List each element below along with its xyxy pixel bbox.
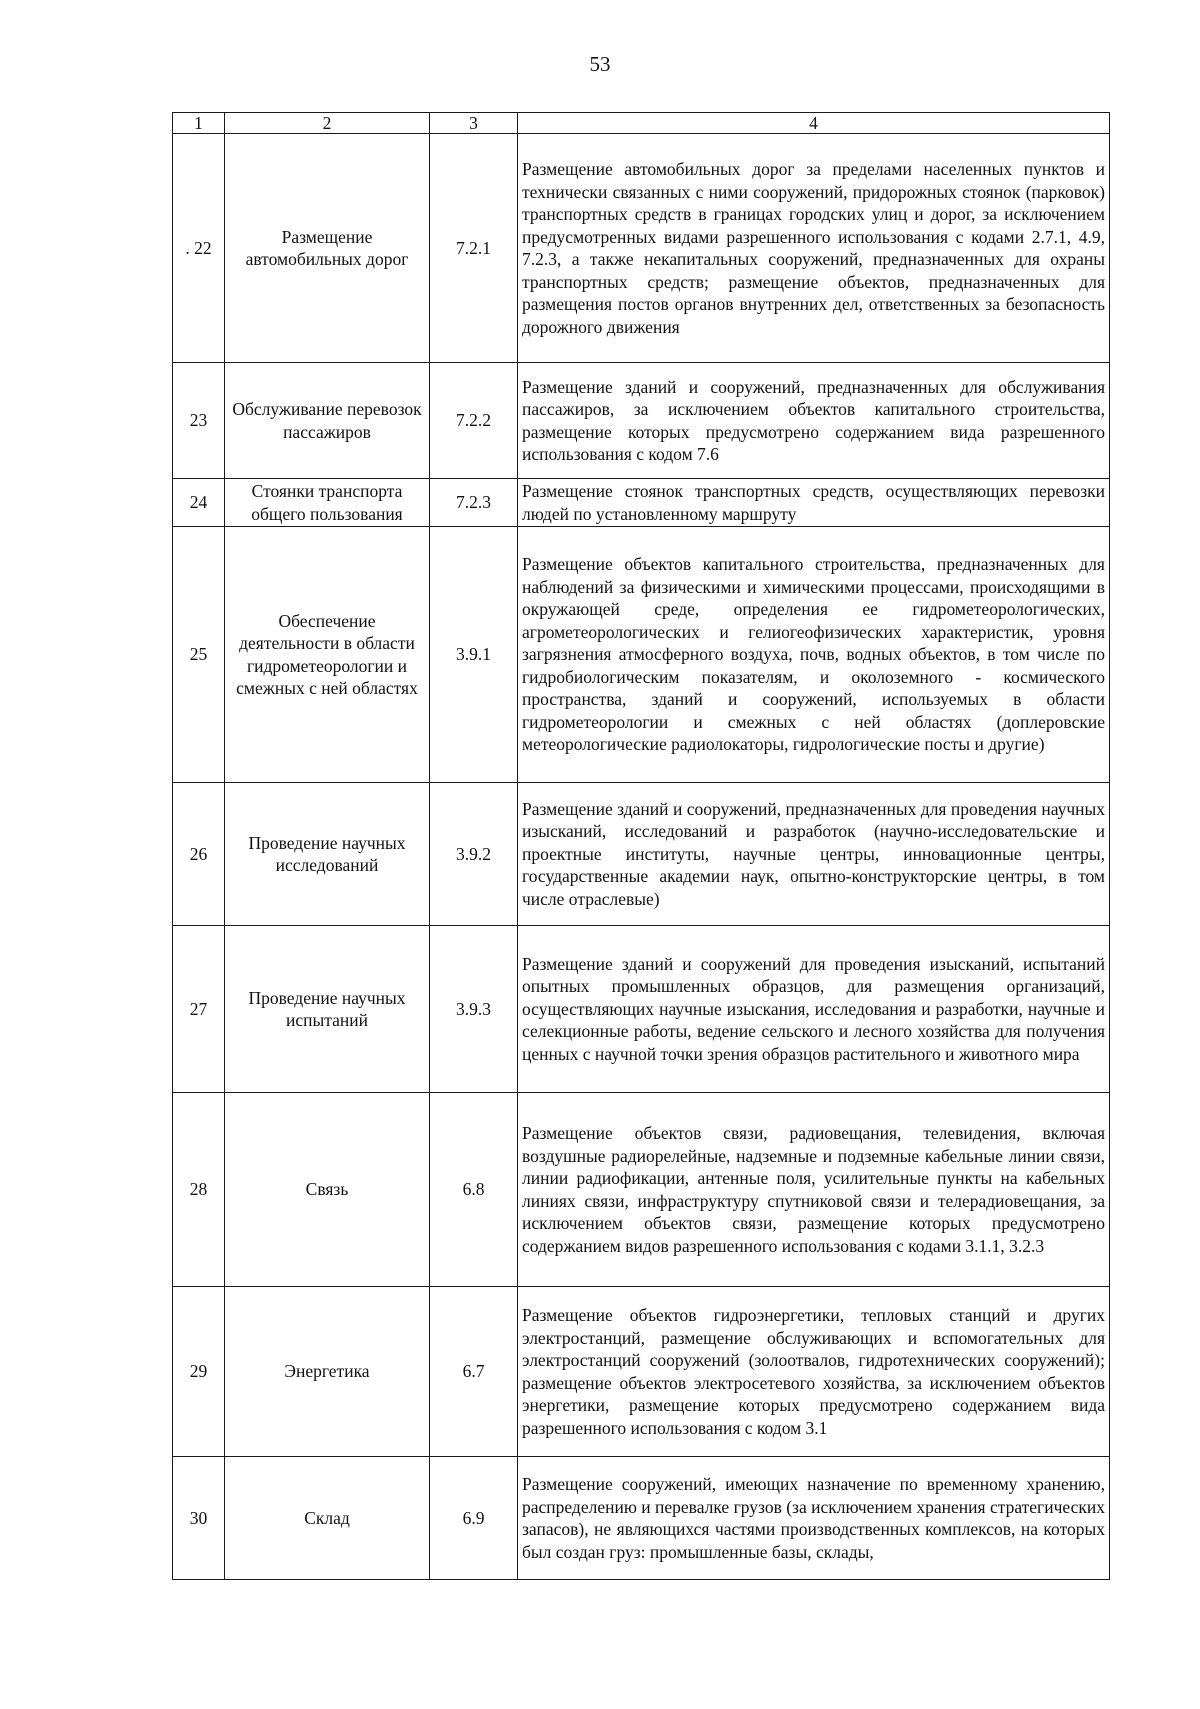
use-type-code: 7.2.2 [430, 363, 518, 479]
page-number: 53 [589, 52, 611, 76]
land-use-table [172, 112, 1110, 1580]
row-number: 28 [173, 1093, 225, 1287]
column-header: 2 [225, 113, 430, 134]
use-type-name: Размещение автомобильных дорог [225, 134, 430, 363]
table-header-row [173, 113, 1110, 134]
row-number: . 22 [173, 134, 225, 363]
use-type-code: 3.9.3 [430, 926, 518, 1093]
use-type-description: Размещение объектов гидроэнергетики, тепловых станций и других электростанций, размещение обслуживающих и вспомогательных для электростанций сооружений (золоотвалов, гидротехнических сооружений); размещение объектов электросетевого хозяйства, за исключением объектов энергетики, размещение которых предусмотрено содержанием вида разрешенного использования с кодом 3.1 [518, 1287, 1110, 1457]
use-type-description: Размещение объектов связи, радиовещания, телевидения, включая воздушные радиорелейные, надземные и подземные кабельные линии связи, линии радиофикации, антенные поля, усилительные пункты на кабельных линиях связи, инфраструктуру спутниковой связи и телерадиовещания, за исключением объектов связи, размещение которых предусмотрено содержанием видов разрешенного использования с кодами 3.1.1, 3.2.3 [518, 1093, 1110, 1287]
table-row [173, 527, 1110, 783]
row-number: 26 [173, 783, 225, 926]
use-type-description: Размещение зданий и сооружений, предназначенных для проведения научных изысканий, исследований и разработок (научно-исследовательские и проектные институты, научные центры, инновационные центры, государственные академии наук, опытно-конструкторские центры, в том числе отраслевые) [518, 783, 1110, 926]
use-type-description: Размещение зданий и сооружений для проведения изысканий, испытаний опытных промышленных образцов, для размещения организаций, осуществляющих научные изыскания, исследования и разработки, научные и селекционные работы, ведение сельского и лесного хозяйства для получения ценных с научной точки зрения образцов растительного и животного мира [518, 926, 1110, 1093]
table-row [173, 1287, 1110, 1457]
use-type-code: 3.9.1 [430, 527, 518, 783]
use-type-code: 6.7 [430, 1287, 518, 1457]
use-type-description: Размещение автомобильных дорог за пределами населенных пунктов и технически связанных с ними сооружений, придорожных стоянок (парковок) транспортных средств в границах городских улиц и дорог, за исключением предусмотренных видами разрешенного использования с кодами 2.7.1, 4.9, 7.2.3, а также некапитальных сооружений, предназначенных для охраны транспортных средств; размещение объектов, предназначенных для размещения постов органов внутренних дел, ответственных за безопасность дорожного движения [518, 134, 1110, 363]
row-number: 23 [173, 363, 225, 479]
use-type-name: Склад [225, 1457, 430, 1580]
column-header: 1 [173, 113, 225, 134]
table-row [173, 1093, 1110, 1287]
use-type-code: 3.9.2 [430, 783, 518, 926]
use-type-name: Проведение научных исследований [225, 783, 430, 926]
use-type-code: 7.2.3 [430, 479, 518, 527]
use-type-code: 7.2.1 [430, 134, 518, 363]
column-header: 3 [430, 113, 518, 134]
row-number: 30 [173, 1457, 225, 1580]
column-header: 4 [518, 113, 1110, 134]
use-type-code: 6.9 [430, 1457, 518, 1580]
use-type-description: Размещение объектов капитального строительства, предназначенных для наблюдений за физическими и химическими процессами, происходящими в окружающей среде, определения ее гидрометеорологических, агрометеорологических и гелиогеофизических характеристик, уровня загрязнения атмосферного воздуха, почв, водных объектов, в том числе по гидробиологическим показателям, и околоземного - космического пространства, зданий и сооружений, используемых в области гидрометеорологии и смежных с ней областях (доплеровские метеорологические радиолокаторы, гидрологические посты и другие) [518, 527, 1110, 783]
row-number: 24 [173, 479, 225, 527]
row-number: 25 [173, 527, 225, 783]
table-row [173, 479, 1110, 527]
use-type-name: Связь [225, 1093, 430, 1287]
use-type-name: Стоянки транспорта общего пользования [225, 479, 430, 527]
use-type-description: Размещение стоянок транспортных средств, осуществляющих перевозки людей по установленному маршруту [518, 479, 1110, 527]
use-type-description: Размещение зданий и сооружений, предназначенных для обслуживания пассажиров, за исключением объектов капитального строительства, размещение которых предусмотрено содержанием вида разрешенного использования с кодом 7.6 [518, 363, 1110, 479]
table-row [173, 926, 1110, 1093]
table-row [173, 783, 1110, 926]
table-row [173, 363, 1110, 479]
row-number: 27 [173, 926, 225, 1093]
table-row [173, 1457, 1110, 1580]
row-number: 29 [173, 1287, 225, 1457]
table-row [173, 134, 1110, 363]
use-type-name: Обеспечение деятельности в области гидрометеорологии и смежных с ней областях [225, 527, 430, 783]
use-type-description: Размещение сооружений, имеющих назначение по временному хранению, распределению и перевалке грузов (за исключением хранения стратегических запасов), не являющихся частями производственных комплексов, на которых был создан груз: промышленные базы, склады, [518, 1457, 1110, 1580]
use-type-name: Обслуживание перевозок пассажиров [225, 363, 430, 479]
use-type-name: Энергетика [225, 1287, 430, 1457]
use-type-code: 6.8 [430, 1093, 518, 1287]
use-type-name: Проведение научных испытаний [225, 926, 430, 1093]
